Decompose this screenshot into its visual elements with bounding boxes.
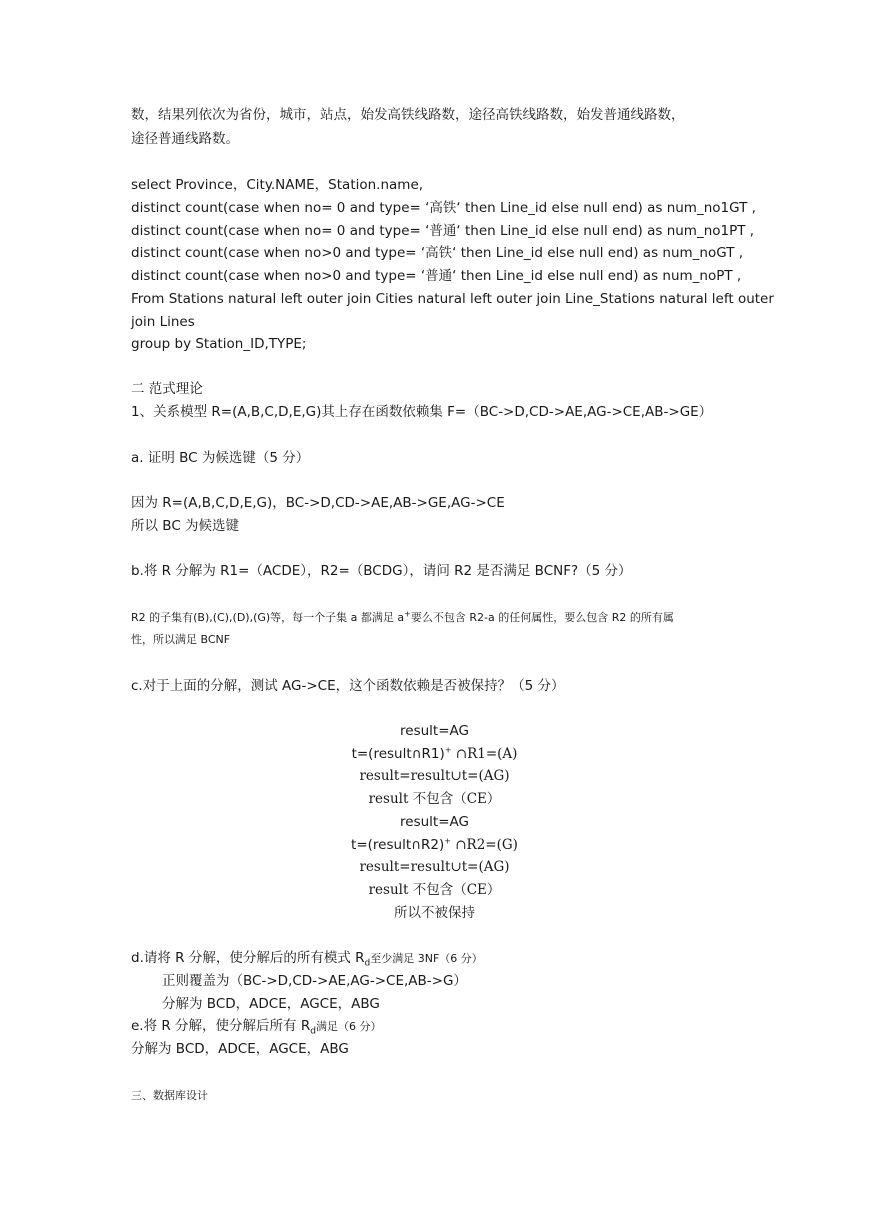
- question-d: d.请将 R 分解，使分解后的所有模式 $R_d$至少满足 3NF（6 分）: [131, 950, 483, 969]
- intro-line-2: 途径普通线路数。: [131, 131, 239, 147]
- intro-line-1: 数，结果列依次为省份，城市，站点，始发高铁线路数，途径高铁线路数，始发普通线路数，: [131, 107, 685, 123]
- answer-a-line-1: 因为 R=(A,B,C,D,E,G)，BC->D,CD->AE,AB->GE,AG->CE: [131, 495, 505, 511]
- sql-line-2: distinct count(case when no= 0 and type= ‘高铁‘ then Line_id else null end) as num_no1GT ,: [131, 200, 756, 216]
- c-result-1: result=AG: [400, 723, 469, 739]
- sql-line-5: distinct count(case when no>0 and type= ‘普通‘ then Line_id else null end) as num_noPT ,: [131, 268, 742, 284]
- c-t-1: t=(result∩R1)+ ∩R1=(A): [351, 745, 518, 762]
- c-not-contain-2: result 不包含（CE）: [368, 882, 501, 898]
- answer-e: 分解为 BCD，ADCE，AGCE，ABG: [131, 1041, 349, 1057]
- sql-line-8: group by Station_ID,TYPE;: [131, 336, 307, 352]
- answer-d-line-2: 分解为 BCD，ADCE，AGCE，ABG: [162, 996, 380, 1012]
- answer-d-line-1: 正则覆盖为（BC->D,CD->AE,AG->CE,AB->G）: [162, 973, 467, 989]
- question-e: e.将 R 分解，使分解后所有 $R_d$满足（6 分）: [131, 1018, 382, 1037]
- question-1: 1、关系模型 R=(A,B,C,D,E,G)其上存在函数依赖集 F=（BC->D,CD->AE,AG->CE,AB->GE）: [131, 404, 713, 420]
- sql-line-3: distinct count(case when no= 0 and type= ‘普通‘ then Line_id else null end) as num_no1PT ,: [131, 223, 755, 239]
- question-c: c.对于上面的分解，测试 AG->CE，这个函数依赖是否被保持？（5 分）: [131, 678, 565, 694]
- c-union-2: result=result∪t=(AG): [359, 859, 510, 875]
- answer-b-line-2: 性，所以满足 BCNF: [131, 633, 231, 646]
- sql-line-7: join Lines: [131, 314, 195, 330]
- section3-heading: 三、数据库设计: [131, 1089, 208, 1102]
- c-t-2: t=(result∩R2)+ ∩R2=(G): [351, 836, 518, 853]
- sql-line-1: select Province，City.NAME，Station.name,: [131, 177, 424, 193]
- sql-line-6: From Stations natural left outer join Cities natural left outer join Line_Stations natural left outer: [131, 291, 774, 307]
- c-result-2: result=AG: [400, 814, 469, 830]
- c-union-1: result=result∪t=(AG): [359, 768, 510, 784]
- c-conclusion: 所以不被保持: [394, 905, 475, 921]
- question-a: a. 证明 BC 为候选键（5 分）: [131, 450, 310, 466]
- section2-heading: 二 范式理论: [131, 381, 203, 397]
- sql-line-4: distinct count(case when no>0 and type= ‘高铁‘ then Line_id else null end) as num_noGT ,: [131, 245, 744, 261]
- answer-a-line-2: 所以 BC 为候选键: [131, 518, 240, 534]
- answer-b-line-1: R2 的子集有(B),(C),(D),(G)等，每一个子集 a 都满足 a+要么不包含 R2-a 的任何属性，要么包含 R2 的所有属: [131, 609, 674, 624]
- question-b: b.将 R 分解为 R1=（ACDE），R2=（BCDG），请问 R2 是否满足 BCNF?（5 分）: [131, 563, 632, 579]
- c-not-contain-1: result 不包含（CE）: [368, 791, 501, 807]
